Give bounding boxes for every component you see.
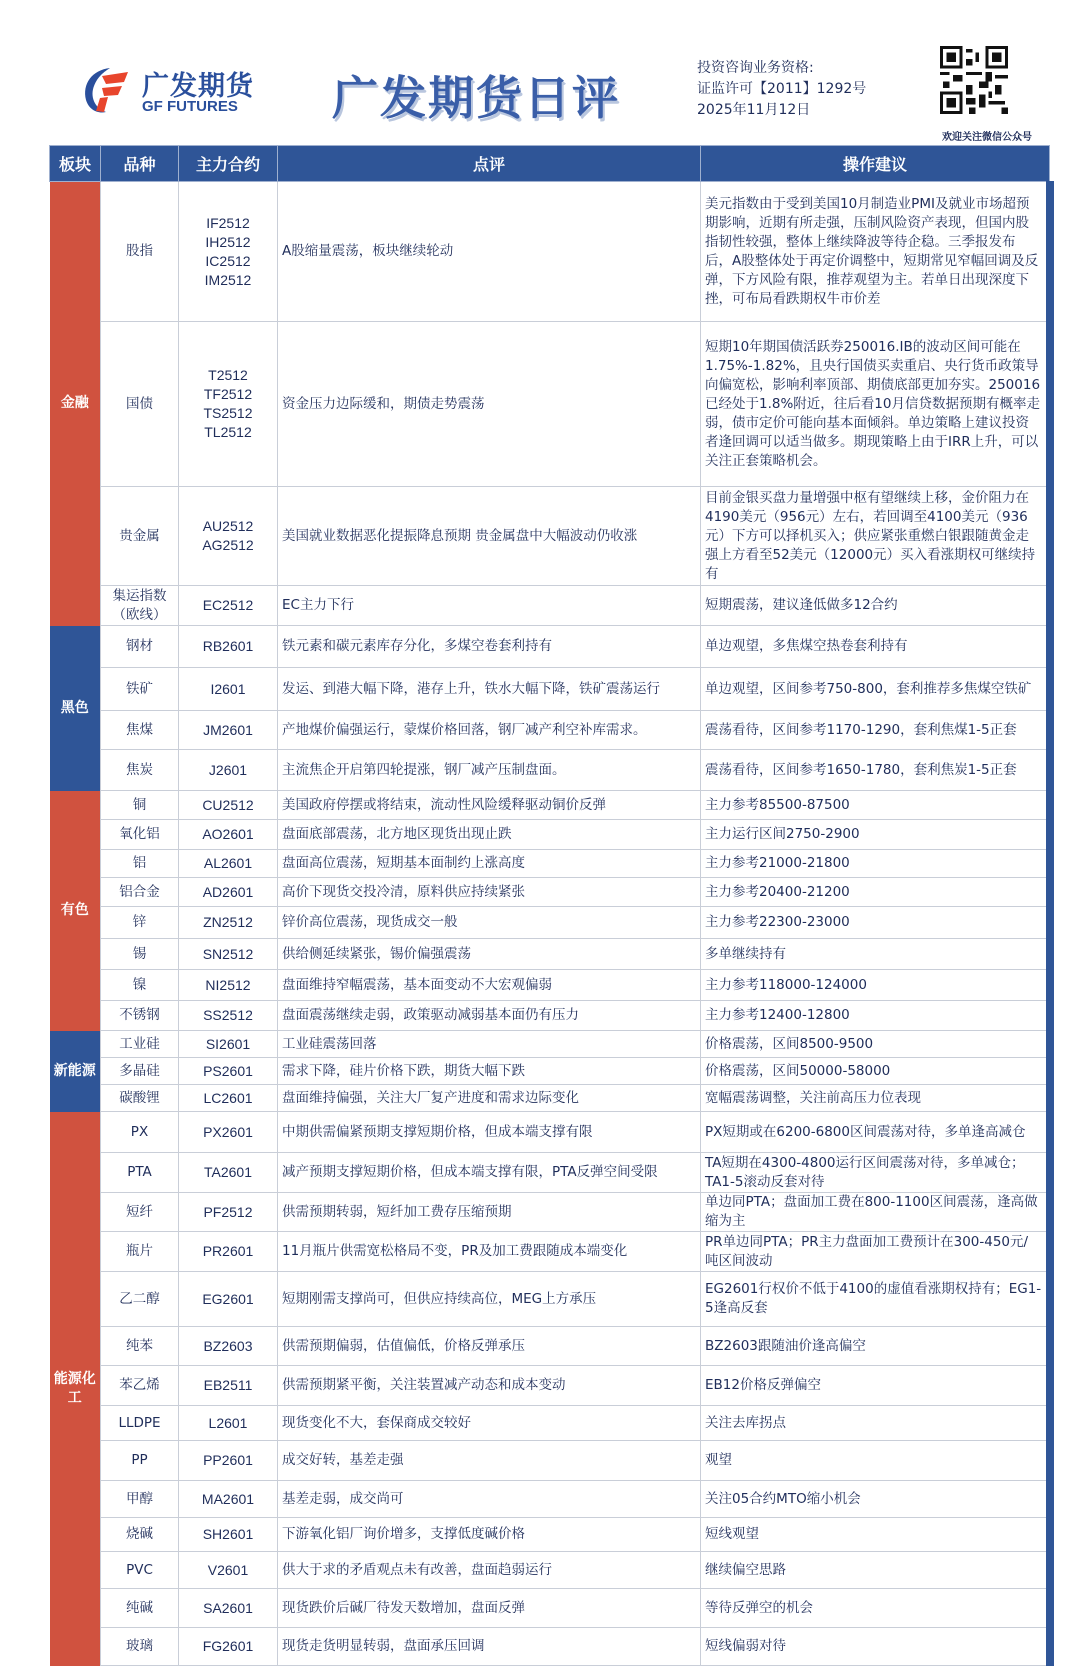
contract-code: EG2601	[202, 1290, 254, 1307]
table-row	[50, 850, 1050, 878]
comment-text: 需求下降，硅片价格下跌，期货大幅下跌	[278, 1058, 701, 1085]
logo-chinese-name: 广发期货	[142, 71, 254, 102]
page-title: 广发期货日评	[332, 71, 620, 125]
table-row	[50, 668, 1050, 711]
variety-name: 贵金属	[101, 487, 179, 586]
qualification-label: 投资咨询业务资格:	[697, 60, 814, 76]
contract-code: JM2601	[203, 721, 253, 738]
advice-text: 震荡看待，区间参考1170-1290，套利焦煤1-5正套	[701, 711, 1050, 750]
contract-code: PP2601	[203, 1452, 253, 1468]
table-row	[50, 1232, 1050, 1272]
main-contracts	[179, 1193, 278, 1232]
contract-code: TF2512	[203, 386, 253, 402]
variety-name: 集运指数（欧线）	[101, 586, 179, 626]
variety-name: 焦煤	[101, 711, 179, 750]
comment-text: 供给侧延续紧张，锡价偏强震荡	[278, 939, 701, 970]
comment-text: 高价下现货交投冷清，原料供应持续紧张	[278, 878, 701, 907]
contract-code: I2601	[210, 680, 246, 697]
table-row	[50, 907, 1050, 939]
contract-code: EB2511	[203, 1377, 253, 1393]
advice-text: 主力参考85500-87500	[701, 791, 1050, 820]
table-row	[50, 1001, 1050, 1031]
table-row	[50, 939, 1050, 970]
contract-code: CU2512	[202, 796, 254, 813]
advice-text: EB12价格反弹偏空	[701, 1366, 1050, 1406]
contract-code: PR2601	[202, 1243, 254, 1259]
main-contracts	[179, 820, 278, 850]
comment-text: 供大于求的矛盾观点未有改善，盘面趋弱运行	[278, 1552, 701, 1589]
contract-code: V2601	[207, 1561, 249, 1578]
comment-text: 铁元素和碳元素库存分化，多煤空卷套利持有	[278, 626, 701, 668]
main-contracts	[179, 1366, 278, 1406]
table-row	[50, 1366, 1050, 1406]
main-contracts	[179, 750, 278, 791]
variety-name: 钢材	[101, 626, 179, 668]
main-contracts	[179, 322, 278, 487]
qr-caption: 欢迎关注微信公众号	[942, 132, 1032, 143]
contract-code: TA2601	[204, 1164, 252, 1180]
comment-text: 下游氧化铝厂询价增多，支撑低度碱价格	[278, 1518, 701, 1552]
main-contracts	[179, 970, 278, 1001]
contract-code: SA2601	[203, 1599, 253, 1616]
gf-futures-logo	[80, 62, 270, 122]
variety-name: 多晶硅	[101, 1058, 179, 1085]
main-contracts	[179, 182, 278, 322]
variety-name: PP	[101, 1441, 179, 1481]
table-row	[50, 1112, 1050, 1153]
table-row	[50, 791, 1050, 820]
main-contracts	[179, 850, 278, 878]
contract-code: NI2512	[205, 976, 251, 993]
table-row	[50, 626, 1050, 668]
main-contracts	[179, 1058, 278, 1085]
main-contracts	[179, 1031, 278, 1058]
contract-code: AO2601	[202, 826, 254, 842]
table-row	[50, 487, 1050, 586]
main-contracts	[179, 711, 278, 750]
table-row	[50, 1193, 1050, 1232]
variety-name: 纯碱	[101, 1589, 179, 1628]
table-row	[50, 1406, 1050, 1441]
main-contracts	[179, 586, 278, 626]
advice-text: 宽幅震荡调整，关注前高压力位表现	[701, 1085, 1050, 1112]
variety-name: 玻璃	[101, 1628, 179, 1666]
comment-text: 锌价高位震荡，现货成交一般	[278, 907, 701, 939]
contract-code: EC2512	[202, 597, 254, 613]
table-row	[50, 182, 1050, 322]
variety-name: 纯苯	[101, 1327, 179, 1366]
main-contracts	[179, 1552, 278, 1589]
contract-code: TL2512	[204, 424, 252, 440]
comment-text: 工业硅震荡回落	[278, 1031, 701, 1058]
column-header-comment: 点评	[278, 146, 701, 182]
main-contracts	[179, 1112, 278, 1153]
table-header-row	[50, 146, 1050, 182]
advice-text: 单边观望，区间参考750-800，套利推荐多焦煤空铁矿	[701, 668, 1050, 711]
table-row	[50, 1327, 1050, 1366]
comment-text: 盘面震荡继续走弱，政策驱动减弱基本面仍有压力	[278, 1001, 701, 1031]
main-contracts	[179, 907, 278, 939]
variety-name: 铜	[101, 791, 179, 820]
table-row	[50, 750, 1050, 791]
comment-text: 盘面维持窄幅震荡，基本面变动不大宏观偏弱	[278, 970, 701, 1001]
gf-logo-mark-icon	[80, 64, 132, 116]
contract-code: AD2601	[202, 883, 254, 900]
contract-code: AG2512	[202, 537, 254, 553]
main-contracts	[179, 1272, 278, 1327]
main-contracts	[179, 1232, 278, 1272]
table-row	[50, 711, 1050, 750]
contract-code: SH2601	[202, 1526, 254, 1542]
column-header-variety: 品种	[101, 146, 179, 182]
daily-review-table	[49, 145, 1054, 1666]
variety-name: 国债	[101, 322, 179, 487]
wechat-qr-code-icon	[940, 46, 1008, 114]
advice-text: 主力参考118000-124000	[701, 970, 1050, 1001]
table-row	[50, 1441, 1050, 1481]
table-row	[50, 1085, 1050, 1112]
advice-text: 关注05合约MTO缩小机会	[701, 1481, 1050, 1518]
contract-code: AU2512	[202, 518, 254, 534]
contract-code: AL2601	[203, 855, 253, 871]
variety-name: 甲醇	[101, 1481, 179, 1518]
main-contracts	[179, 1327, 278, 1366]
table-row	[50, 1589, 1050, 1628]
contract-code: PF2512	[203, 1203, 253, 1220]
contract-code: T2512	[208, 367, 248, 383]
variety-name: 烧碱	[101, 1518, 179, 1552]
comment-text: 盘面底部震荡，北方地区现货出现止跌	[278, 820, 701, 850]
sector-label: 金融	[50, 182, 101, 626]
main-contracts	[179, 1481, 278, 1518]
comment-text: 减产预期支撑短期价格，但成本端支撑有限，PTA反弹空间受限	[278, 1153, 701, 1193]
main-contracts	[179, 626, 278, 668]
comment-text: 现货变化不大，套保商成交较好	[278, 1406, 701, 1441]
advice-text: 主力参考20400-21200	[701, 878, 1050, 907]
contract-code: ZN2512	[203, 914, 253, 930]
advice-text: 单边观望，多焦煤空热卷套利持有	[701, 626, 1050, 668]
contract-code: MA2601	[201, 1490, 255, 1507]
variety-name: 铝	[101, 850, 179, 878]
advice-text: 等待反弹空的机会	[701, 1589, 1050, 1628]
contract-code: PS2601	[203, 1062, 253, 1079]
contract-code: FG2601	[202, 1638, 254, 1654]
main-contracts	[179, 1406, 278, 1441]
comment-text: 资金压力边际缓和，期债走势震荡	[278, 322, 701, 487]
variety-name: 短纤	[101, 1193, 179, 1232]
variety-name: 乙二醇	[101, 1272, 179, 1327]
table-row	[50, 1481, 1050, 1518]
main-contracts	[179, 939, 278, 970]
table-row	[50, 878, 1050, 907]
advice-text: 震荡看待，区间参考1650-1780，套利焦炭1-5正套	[701, 750, 1050, 791]
comment-text: 供需预期转弱，短纤加工费存压缩预期	[278, 1193, 701, 1232]
variety-name: 锌	[101, 907, 179, 939]
sector-label: 有色	[50, 791, 101, 1031]
advice-text: 目前金银买盘力量增强中枢有望继续上移，金价阻力在4190美元（956元）左右，若回调至4100美元（936元）下方可以择机买入；供应紧张重燃白银跟随黄金走强上方看至52美元（12000元）买入看涨期权可继续持有	[701, 487, 1050, 586]
advice-text: 短期震荡，建议逢低做多12合约	[701, 586, 1050, 626]
variety-name: 碳酸锂	[101, 1085, 179, 1112]
comment-text: 供需预期紧平衡，关注装置减产动态和成本变动	[278, 1366, 701, 1406]
contract-code: PX2601	[203, 1123, 253, 1140]
contract-code: TS2512	[203, 405, 253, 421]
contract-code: IF2512	[206, 214, 250, 231]
advice-text: 主力参考21000-21800	[701, 850, 1050, 878]
main-contracts	[179, 487, 278, 586]
comment-text: 短期刚需支撑尚可，但供应持续高位，MEG上方承压	[278, 1272, 701, 1327]
logo-english-name: GF FUTURES	[142, 98, 238, 115]
variety-name: PVC	[101, 1552, 179, 1589]
advice-text: EG2601行权价不低于4100的虚值看涨期权持有；EG1-5逢高反套	[701, 1272, 1050, 1327]
advice-text: 美元指数由于受到美国10月制造业PMI及就业市场超预期影响，近期有所走强，压制风险资产表现，但国内股指韧性较强，整体上继续降波等待企稳。三季报发布后，A股整体处于再定价调整中，短期常见窄幅回调及反弹，下方风险有限，推荐观望为主。若单日出现深度下挫，可布局看跌期权牛市价差	[701, 182, 1050, 322]
advice-text: 短期10年期国债活跃券250016.IB的波动区间可能在1.75%-1.82%，且央行国债买卖重启、央行货币政策导向偏宽松，影响利率顶部、期债底部更加夯实。250016已经处于1.8%附近，往后看10月信贷数据预期有概率走弱，债市定价可能向基本面倾斜。单边策略上建议投资者逢回调可以适当做多。期现策略上由于IRR上升，可以关注正套策略机会。	[701, 322, 1050, 487]
contract-code: SS2512	[203, 1007, 253, 1023]
sector-label: 新能源	[50, 1031, 101, 1112]
table-row	[50, 1518, 1050, 1552]
main-contracts	[179, 1589, 278, 1628]
variety-name: 股指	[101, 182, 179, 322]
main-contracts	[179, 1628, 278, 1666]
variety-name: 瓶片	[101, 1232, 179, 1272]
table-row	[50, 1552, 1050, 1589]
table-row	[50, 1153, 1050, 1193]
comment-text: 产地煤价偏强运行，蒙煤价格回落，钢厂减产利空补库需求。	[278, 711, 701, 750]
column-header-advice: 操作建议	[701, 146, 1050, 182]
main-contracts	[179, 1001, 278, 1031]
sector-label: 能源化工	[50, 1112, 101, 1666]
comment-text: A股缩量震荡，板块继续轮动	[278, 182, 701, 322]
advice-text: PX短期或在6200-6800区间震荡对待，多单逢高减仓	[701, 1112, 1050, 1153]
variety-name: 锡	[101, 939, 179, 970]
advice-text: TA短期在4300-4800运行区间震荡对待，多单减仓；TA1-5滚动反套对待	[701, 1153, 1050, 1193]
column-header-contract: 主力合约	[179, 146, 278, 182]
contract-code: IM2512	[204, 271, 252, 288]
comment-text: 盘面高位震荡，短期基本面制约上涨高度	[278, 850, 701, 878]
comment-text: 现货走货明显转弱，盘面承压回调	[278, 1628, 701, 1666]
comment-text: 11月瓶片供需宽松格局不变，PR及加工费跟随成本端变化	[278, 1232, 701, 1272]
main-contracts	[179, 668, 278, 711]
advice-text: 观望	[701, 1441, 1050, 1481]
variety-name: 铁矿	[101, 668, 179, 711]
advice-text: 多单继续持有	[701, 939, 1050, 970]
variety-name: PTA	[101, 1153, 179, 1193]
table-row	[50, 1058, 1050, 1085]
comment-text: 主流焦企开启第四轮提涨，钢厂减产压制盘面。	[278, 750, 701, 791]
main-contracts	[179, 1085, 278, 1112]
variety-name: 镍	[101, 970, 179, 1001]
table-row	[50, 1031, 1050, 1058]
qualification-info	[697, 58, 866, 121]
main-contracts	[179, 791, 278, 820]
variety-name: 焦炭	[101, 750, 179, 791]
license-number: 证监许可【2011】1292号	[697, 81, 867, 97]
advice-text: 单边同PTA；盘面加工费在800-1100区间震荡，逢高做缩为主	[701, 1193, 1050, 1232]
table-row	[50, 1272, 1050, 1327]
contract-code: L2601	[208, 1414, 248, 1431]
contract-code: IH2512	[205, 233, 251, 250]
comment-text: 中期供需偏紧预期支撑短期价格，但成本端支撑有限	[278, 1112, 701, 1153]
comment-text: 发运、到港大幅下降，港存上升，铁水大幅下降，铁矿震荡运行	[278, 668, 701, 711]
comment-text: 美国政府停摆或将结束，流动性风险缓释驱动铜价反弹	[278, 791, 701, 820]
report-date: 2025年11月12日	[697, 102, 811, 118]
advice-text: PR单边同PTA；PR主力盘面加工费预计在300-450元/吨区间波动	[701, 1232, 1050, 1272]
main-contracts	[179, 1153, 278, 1193]
table-row	[50, 970, 1050, 1001]
comment-text: 盘面维持偏强，关注大厂复产进度和需求边际变化	[278, 1085, 701, 1112]
variety-name: 苯乙烯	[101, 1366, 179, 1406]
comment-text: 美国就业数据恶化提振降息预期 贵金属盘中大幅波动仍收涨	[278, 487, 701, 586]
contract-code: J2601	[208, 761, 248, 778]
main-contracts	[179, 878, 278, 907]
advice-text: 价格震荡，区间50000-58000	[701, 1058, 1050, 1085]
column-header-sector: 板块	[50, 146, 101, 182]
variety-name: 工业硅	[101, 1031, 179, 1058]
contract-code: LC2601	[203, 1089, 253, 1106]
contract-code: IC2512	[205, 252, 251, 269]
variety-name: PX	[101, 1112, 179, 1153]
contract-code: SI2601	[205, 1035, 251, 1052]
table-row	[50, 586, 1050, 626]
advice-text: 关注去库拐点	[701, 1406, 1050, 1441]
advice-text: 主力参考12400-12800	[701, 1001, 1050, 1031]
main-contracts	[179, 1518, 278, 1552]
advice-text: 继续偏空思路	[701, 1552, 1050, 1589]
comment-text: 基差走弱，成交尚可	[278, 1481, 701, 1518]
advice-text: 主力运行区间2750-2900	[701, 820, 1050, 850]
advice-text: 主力参考22300-23000	[701, 907, 1050, 939]
comment-text: 成交好转，基差走强	[278, 1441, 701, 1481]
variety-name: 铝合金	[101, 878, 179, 907]
table-row	[50, 322, 1050, 487]
advice-text: 价格震荡，区间8500-9500	[701, 1031, 1050, 1058]
contract-code: SN2512	[202, 945, 254, 962]
variety-name: 不锈钢	[101, 1001, 179, 1031]
table-row	[50, 1628, 1050, 1666]
advice-text: 短线偏弱对待	[701, 1628, 1050, 1666]
advice-text: 短线观望	[701, 1518, 1050, 1552]
comment-text: 供需预期偏弱，估值偏低，价格反弹承压	[278, 1327, 701, 1366]
main-contracts	[179, 1441, 278, 1481]
contract-code: BZ2603	[203, 1337, 253, 1354]
table-row	[50, 820, 1050, 850]
variety-name: 氧化铝	[101, 820, 179, 850]
advice-text: BZ2603跟随油价逢高偏空	[701, 1327, 1050, 1366]
comment-text: 现货跌价后碱厂待发天数增加，盘面反弹	[278, 1589, 701, 1628]
comment-text: EC主力下行	[278, 586, 701, 626]
sector-label: 黑色	[50, 626, 101, 791]
contract-code: RB2601	[202, 638, 254, 654]
variety-name: LLDPE	[101, 1406, 179, 1441]
